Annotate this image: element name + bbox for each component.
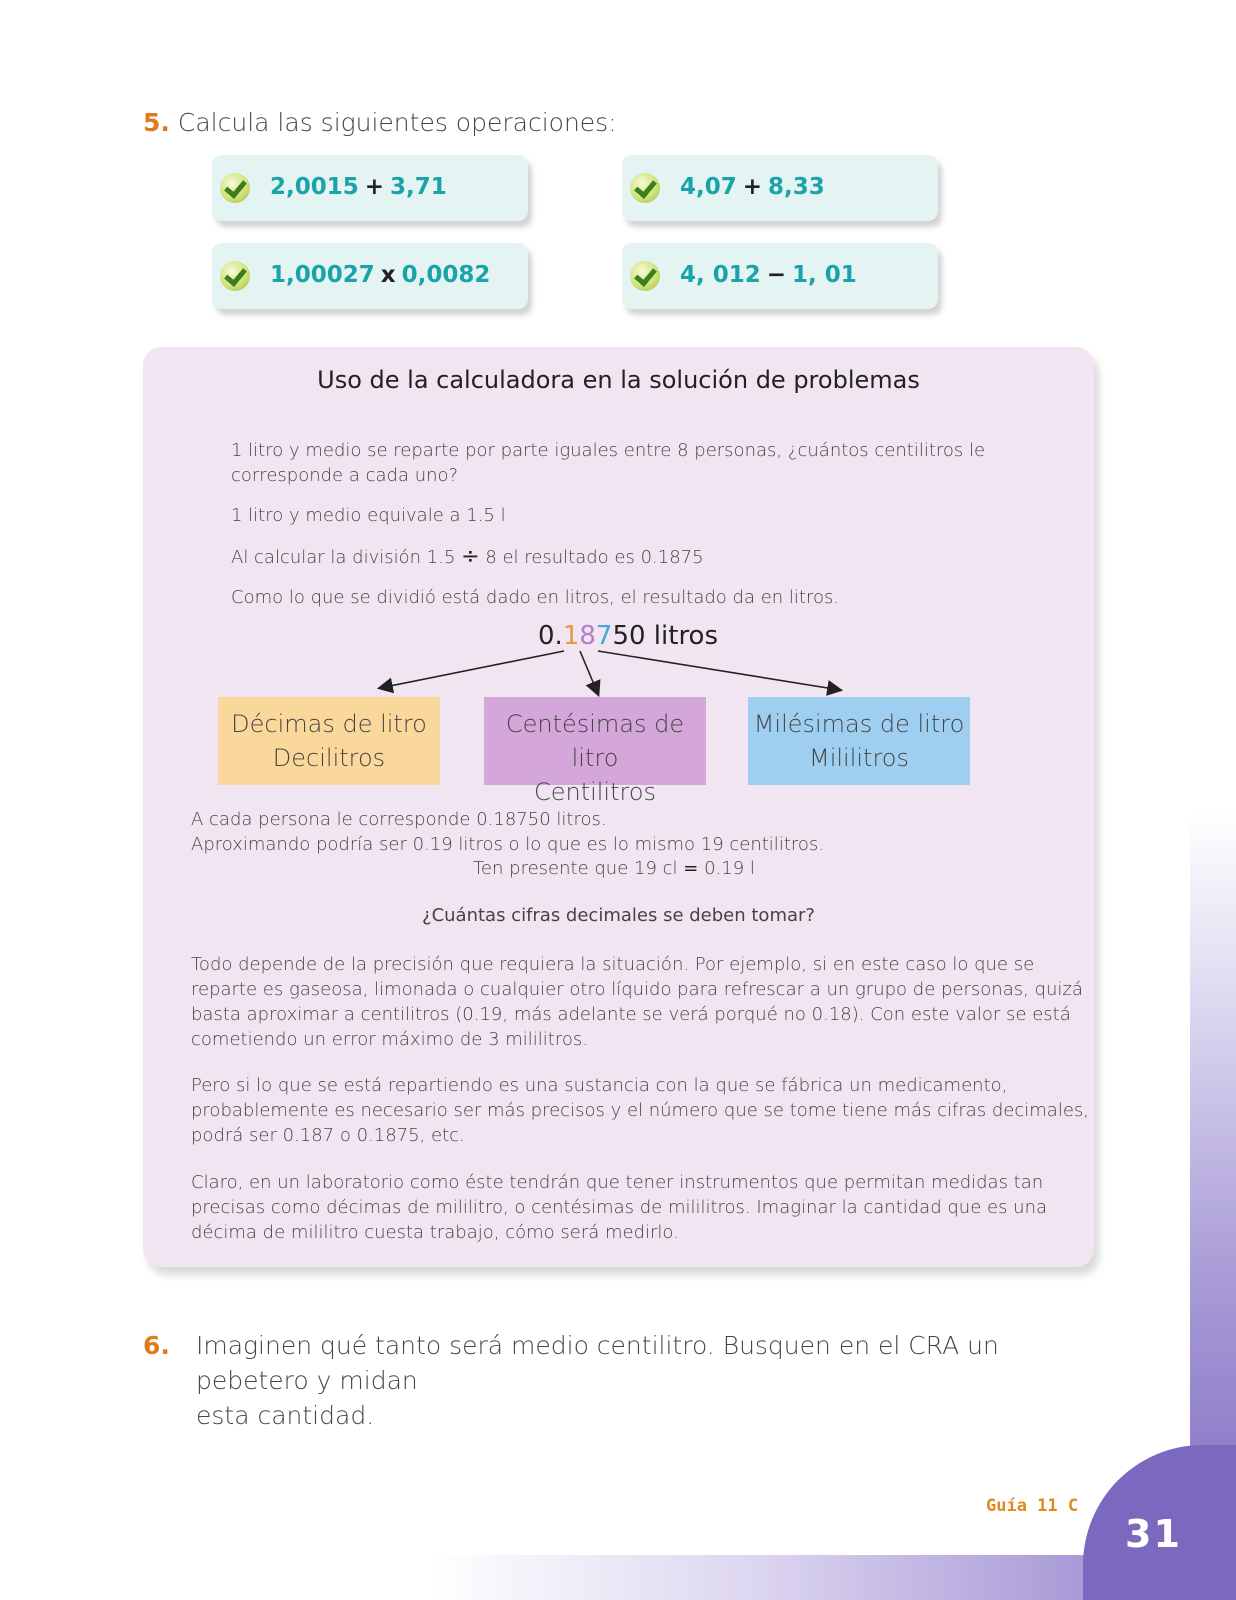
paragraph-precision: Todo depende de la precisión que requiera la situación. Por ejemplo, si en este caso lo que se reparte es gaseosa, limonada o cualquier otro líquido para refrescar a un grupo de personas, quizá basta aproximar a centilitros (0.19, más adelante se verá porqué no 0.18). Con este valor se está cometiendo un error máximo de 3 mililitros. (191, 954, 1083, 1050)
exercise-6 (143, 1328, 1103, 1433)
exercise-6-text: Imaginen qué tanto será medio centilitro. Busquen en el CRA un pebetero y midan esta cantidad. (196, 1331, 999, 1430)
arrow-to-decilitros (380, 651, 564, 688)
decimal-number: 0.18750 litros (538, 621, 719, 651)
guide-label: Guía 11 C (986, 1496, 1079, 1516)
exercise-instruction: Calcula las siguientes operaciones: (177, 108, 617, 137)
division-text: Al calcular la división 1.5 ÷ 8 el resultado es 0.1875 (231, 544, 704, 569)
operation-expression: 4,07 + 8,33 (680, 174, 825, 200)
exercise-number: 6. (143, 1331, 170, 1360)
page-number: 31 (1125, 1512, 1182, 1556)
operation-expression: 4, 012 − 1, 01 (680, 262, 857, 288)
reminder-text: Ten presente que 19 cl = 0.19 l (473, 858, 755, 879)
operation-expression: 2,0015 + 3,71 (270, 174, 447, 200)
exercise-number: 5. (143, 108, 170, 137)
unit-box-centilitros: Centésimas de litro Centilitros (484, 697, 706, 785)
result-text: A cada persona le corresponde 0.18750 litros. Aproximando podría ser 0.19 litros o lo que es lo mismo 19 centilitros. (191, 809, 824, 855)
problem-statement: 1 litro y medio se reparte por parte iguales entre 8 personas, ¿cuántos centilitros le corresponde a cada uno? (231, 440, 986, 486)
box-title: Uso de la calculadora en la solución de problemas (317, 366, 920, 394)
arrow-to-centilitros (580, 651, 598, 694)
equivalence-text: 1 litro y medio equivale a 1.5 l (231, 505, 506, 526)
decimals-question: ¿Cuántas cifras decimales se deben tomar? (422, 905, 815, 926)
operation-expression: 1,00027 x 0,0082 (270, 262, 491, 288)
arrow-to-mililitros (598, 651, 840, 690)
liters-note: Como lo que se dividió está dado en litros, el resultado da en litros. (231, 587, 840, 608)
paragraph-laboratory: Claro, en un laboratorio como éste tendrán que tener instrumentos que permitan medidas tan precisas como décimas de mililitro, o centésimas de mililitros. Imaginar la cantidad que es una décima de mililitro cuesta trabajo, cómo será medirlo. (191, 1172, 1048, 1243)
paragraph-medicine: Pero si lo que se está repartiendo es una sustancia con la que se fábrica un medicamento, probablemente es necesario ser más precisos y el número que se tome tiene más cifras decimales, podrá ser 0.187 o 0.1875, etc. (191, 1075, 1090, 1146)
unit-box-mililitros: Milésimas de litro Mililitros (748, 697, 970, 785)
unit-box-decilitros: Décimas de litro Decilitros (218, 697, 440, 785)
